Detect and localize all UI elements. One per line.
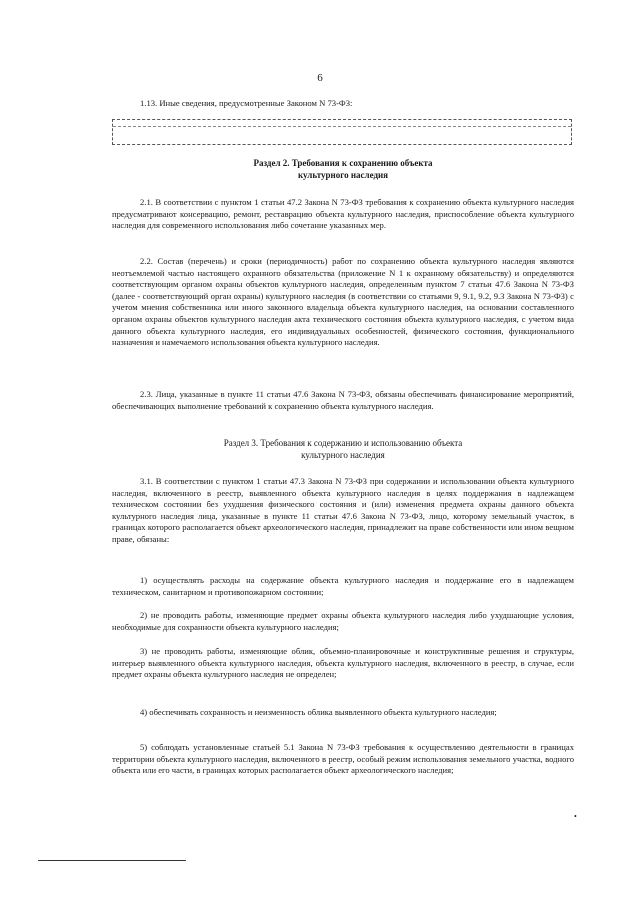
section-2-heading: [112, 158, 574, 181]
section-3-title-line1: Раздел 3. Требования к содержанию и использованию объекта: [223, 438, 463, 448]
list-item-4: 4) обеспечивать сохранность и неизменность облика выявленного объекта культурного наследия;: [140, 707, 497, 717]
info-field-box: [112, 119, 572, 145]
list-item-2: 2) не проводить работы, изменяющие предмет охраны объекта культурного наследия либо ухудшающие условия, необходимые для сохранности объекта культурного наследия;: [112, 610, 574, 632]
footnote-separator: [38, 860, 186, 861]
section-3-title-line2: культурного наследия: [301, 449, 385, 460]
list-item-1: 1) осуществлять расходы на содержание объекта культурного наследия и поддержание его в надлежащем техническом, санитарном и противопожарном состоянии;: [112, 575, 574, 597]
section-2-title-line1: Раздел 2. Требования к сохранению объекта: [253, 158, 433, 168]
stray-mark: •: [574, 812, 577, 821]
paragraph-2-1: 2.1. В соответствии с пунктом 1 статьи 47.2 Закона N 73-ФЗ требования к сохранению объекта культурного наследия предусматривают консервацию, ремонт, реставрацию объекта культурного наследия, приспособление объекта культурного наследия для современного использования либо сочетание указанных мер.: [112, 197, 574, 231]
list-item-5: 5) соблюдать установленные статьей 5.1 Закона N 73-ФЗ требования к осуществлению деятельности в границах территории объекта культурного наследия, включенного в реестр, особый режим использования земельного участка, водного объекта или его части, в границах которых располагается объект археологического наследия;: [112, 742, 574, 776]
paragraph-3-1: 3.1. В соответствии с пунктом 1 статьи 47.3 Закона N 73-ФЗ при содержании и использовании объекта культурного наследия, включенного в реестр, выявленного объекта культурного наследия в целях поддержания в надлежащем техническом состоянии без ухудшения физического состояния и (или) изменения предмета охраны данного объекта культурного наследия лица, указанные в пункте 11 статьи 47.6 Закона N 73-ФЗ, лицо, которому земельный участок, в границах которого располагается объект археологического наследия, принадлежит на праве собственности или ином вещном праве, обязаны:: [112, 476, 574, 544]
section-2-title-line2: культурного наследия: [297, 169, 389, 180]
item-1-13: 1.13. Иные сведения, предусмотренные Законом N 73-ФЗ:: [140, 98, 353, 108]
list-item-3: 3) не проводить работы, изменяющие облик, объемно-планировочные и конструктивные решения и структуры, интерьер выявленного объекта культурного наследия, объекта культурного наследия, включенного в реестр, в случае, если предмет охраны объекта культурного наследия не определен;: [112, 646, 574, 680]
page-number: 6: [317, 72, 323, 84]
info-field-inner-line: [113, 126, 571, 127]
section-3-heading: [112, 438, 574, 461]
paragraph-2-2: 2.2. Состав (перечень) и сроки (периодичность) работ по сохранению объекта культурного наследия являются неотъемлемой частью настоящего охранного обязательства (приложение N 1 к охранному обязательству) и определяются соответствующим органом охраны объектов культурного наследия, определенным пунктом 7 статьи 47.6 Закона N 73-ФЗ (далее - соответствующий орган охраны) культурного наследия (в соответствии со статьями 9, 9.1, 9.2, 9.3 Закона N 73-ФЗ) с учетом мнения собственника или иного законного владельца объекта культурного наследия, на основании составленного органом охраны объектов культурного наследия акта технического состояния объекта культурного наследия, с учетом вида данного объекта культурного наследия, его индивидуальных особенностей, физического состояния, функционального назначения и намечаемого использования объекта культурного наследия.: [112, 256, 574, 348]
paragraph-2-3: 2.3. Лица, указанные в пункте 11 статьи 47.6 Закона N 73-ФЗ, обязаны обеспечивать финансирование мероприятий, обеспечивающих выполнение требований к сохранению объекта культурного наследия.: [112, 389, 574, 411]
